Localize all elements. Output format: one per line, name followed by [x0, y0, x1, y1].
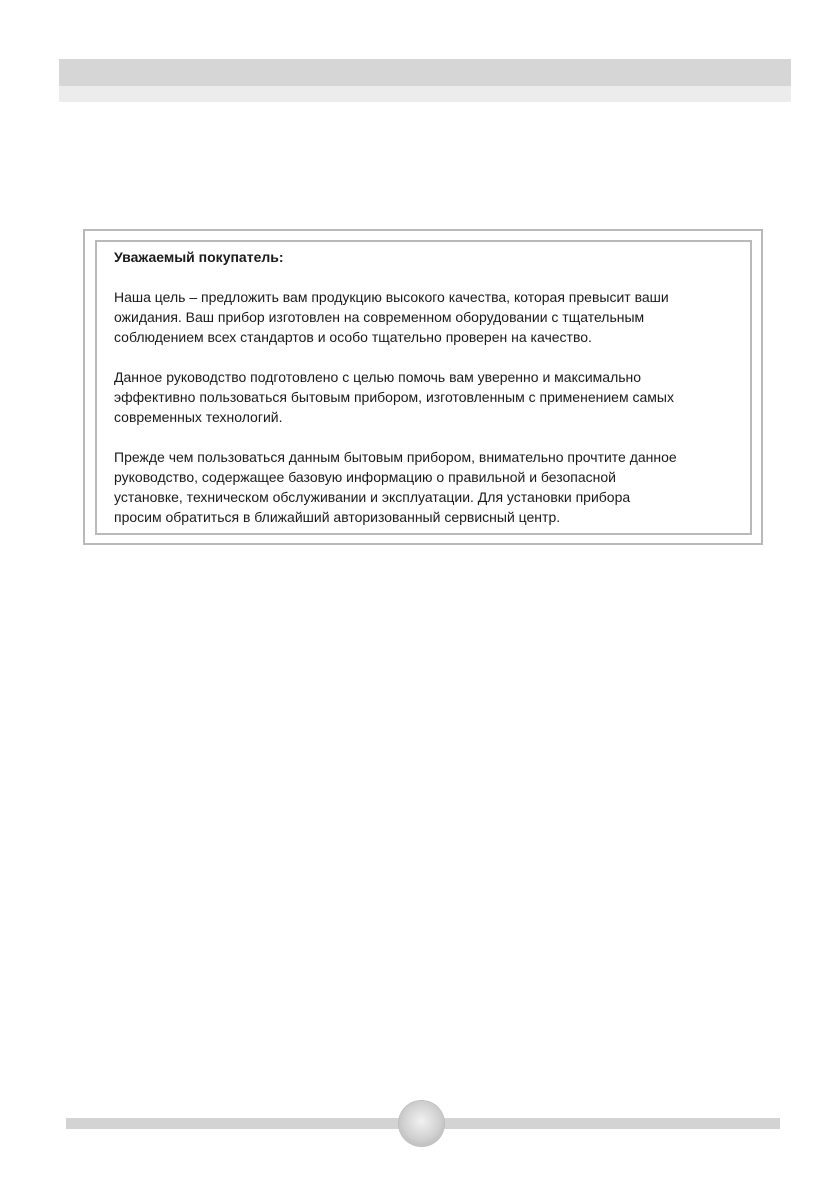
notice-paragraph-manual-purpose: Данное руководство подготовлено с целью помочь вам уверенно и максимально эффективно пользоваться бытовым прибором, изготовленным с применением самых современных технологий. — [114, 369, 674, 425]
page-marker-circle — [399, 1101, 444, 1146]
header-band-bottom — [59, 86, 791, 102]
notice-paragraph-quality: Наша цель – предложить вам продукцию высокого качества, которая превысит ваши ожидания. Ваш прибор изготовлен на современном оборудовании с тщательным соблюдением всех стандартов и особо тщательно проверен на качество. — [114, 289, 669, 345]
notice-paragraph-read-before-use: Прежде чем пользоваться данным бытовым прибором, внимательно прочтите данное руководство, содержащее базовую информацию о правильной и безопасной установке, техническом обслуживании и эксплуатации. Для установки прибора просим обратиться в ближайший авторизованный сервисный центр. — [114, 449, 677, 525]
header-band — [59, 59, 791, 102]
header-band-top — [59, 59, 791, 86]
notice-heading: Уважаемый покупатель: — [114, 249, 284, 265]
notice-box — [95, 240, 752, 535]
